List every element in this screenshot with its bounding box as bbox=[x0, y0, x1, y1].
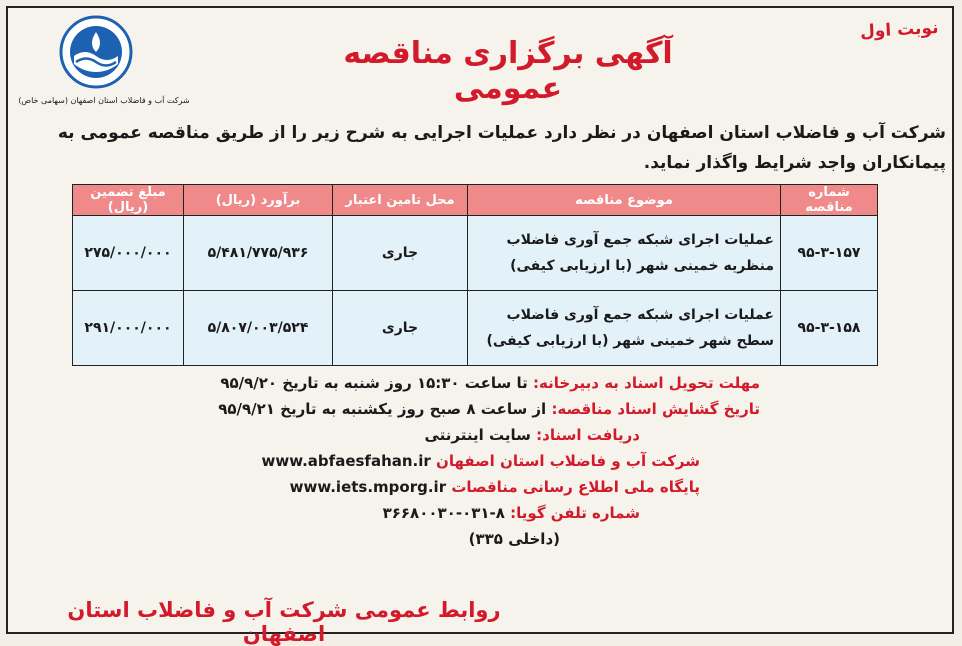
company-site-label: شرکت آب و فاضلاب استان اصفهان bbox=[436, 452, 700, 470]
col-subject: موضوع مناقصه bbox=[468, 185, 781, 216]
subject-line: عملیات اجرای شبکه جمع آوری فاضلاب bbox=[506, 232, 774, 248]
receive-value: سایت اینترنتی bbox=[424, 426, 531, 444]
tender-estimate: ۵/۴۸۱/۷۷۵/۹۳۶ bbox=[184, 216, 333, 291]
portal-site-link[interactable]: www.iets.mporg.ir bbox=[289, 478, 447, 496]
phone-value: ۸-۰۳۱-۳۶۶۸۰۰۳۰ bbox=[382, 504, 505, 522]
deadline-row bbox=[200, 370, 760, 396]
tender-table bbox=[72, 184, 878, 366]
table-row bbox=[73, 216, 878, 291]
subject-line: عملیات اجرای شبکه جمع آوری فاضلاب bbox=[506, 307, 774, 323]
opening-row bbox=[200, 396, 760, 422]
info-block bbox=[200, 370, 760, 552]
tender-guarantee: ۲۹۱/۰۰۰/۰۰۰ bbox=[73, 291, 184, 366]
opening-label: تاریخ گشایش اسناد مناقصه: bbox=[551, 400, 760, 418]
subject-line: منظریه خمینی شهر (با ارزیابی کیفی) bbox=[510, 258, 774, 274]
col-number: شماره مناقصه bbox=[781, 185, 878, 216]
intro-text: شرکت آب و فاضلاب استان اصفهان در نظر دارد عملیات اجرایی به شرح زیر را از طریق مناقصه عمومی به پیمانکاران واجد شرایط واگذار نماید. bbox=[57, 123, 946, 173]
opening-value: از ساعت ۸ صبح روز یکشنبه به تاریخ ۹۵/۹/۲۱ bbox=[218, 400, 547, 418]
header bbox=[8, 8, 952, 110]
portal-site-label: پایگاه ملی اطلاع رسانی مناقصات bbox=[451, 478, 700, 496]
subject-line: سطح شهر خمینی شهر (با ارزیابی کیفی) bbox=[486, 333, 774, 349]
receive-label: دریافت اسناد: bbox=[536, 426, 640, 444]
deadline-value: تا ساعت ۱۵:۳۰ روز شنبه به تاریخ ۹۵/۹/۲۰ bbox=[220, 374, 528, 392]
extension-value: (داخلی ۳۳۵) bbox=[468, 530, 560, 548]
company-site-row bbox=[200, 448, 760, 474]
tender-number: ۹۵-۳-۱۵۷ bbox=[781, 216, 878, 291]
tender-funding: جاری bbox=[333, 291, 468, 366]
tender-funding: جاری bbox=[333, 216, 468, 291]
company-logo-icon bbox=[58, 14, 134, 90]
extension-row bbox=[200, 526, 760, 552]
publication-badge: نوبت اول bbox=[859, 17, 939, 43]
receive-row bbox=[200, 422, 760, 448]
company-site-link[interactable]: www.abfaesfahan.ir bbox=[261, 452, 431, 470]
table-header-row bbox=[73, 185, 878, 216]
tender-guarantee: ۲۷۵/۰۰۰/۰۰۰ bbox=[73, 216, 184, 291]
col-guarantee: مبلغ تضمین (ریال) bbox=[73, 185, 184, 216]
phone-row bbox=[200, 500, 760, 526]
deadline-label: مهلت تحویل اسناد به دبیرخانه: bbox=[533, 374, 760, 392]
phone-label: شماره تلفن گویا: bbox=[510, 504, 640, 522]
page-title: آگهی برگزاری مناقصه عمومی bbox=[343, 36, 673, 106]
table-row bbox=[73, 291, 878, 366]
footer-signature: روابط عمومی شرکت آب و فاضلاب استان اصفهان bbox=[67, 598, 501, 646]
portal-site-row bbox=[200, 474, 760, 500]
tender-subject bbox=[468, 216, 781, 291]
col-estimate: برآورد (ریال) bbox=[184, 185, 333, 216]
tender-subject bbox=[468, 291, 781, 366]
col-funding: محل تامین اعتبار bbox=[333, 185, 468, 216]
tender-number: ۹۵-۳-۱۵۸ bbox=[781, 291, 878, 366]
tender-estimate: ۵/۸۰۷/۰۰۳/۵۲۴ bbox=[184, 291, 333, 366]
logo-caption: شرکت آب و فاضلاب استان اصفهان (سهامی خاص) bbox=[18, 96, 190, 105]
